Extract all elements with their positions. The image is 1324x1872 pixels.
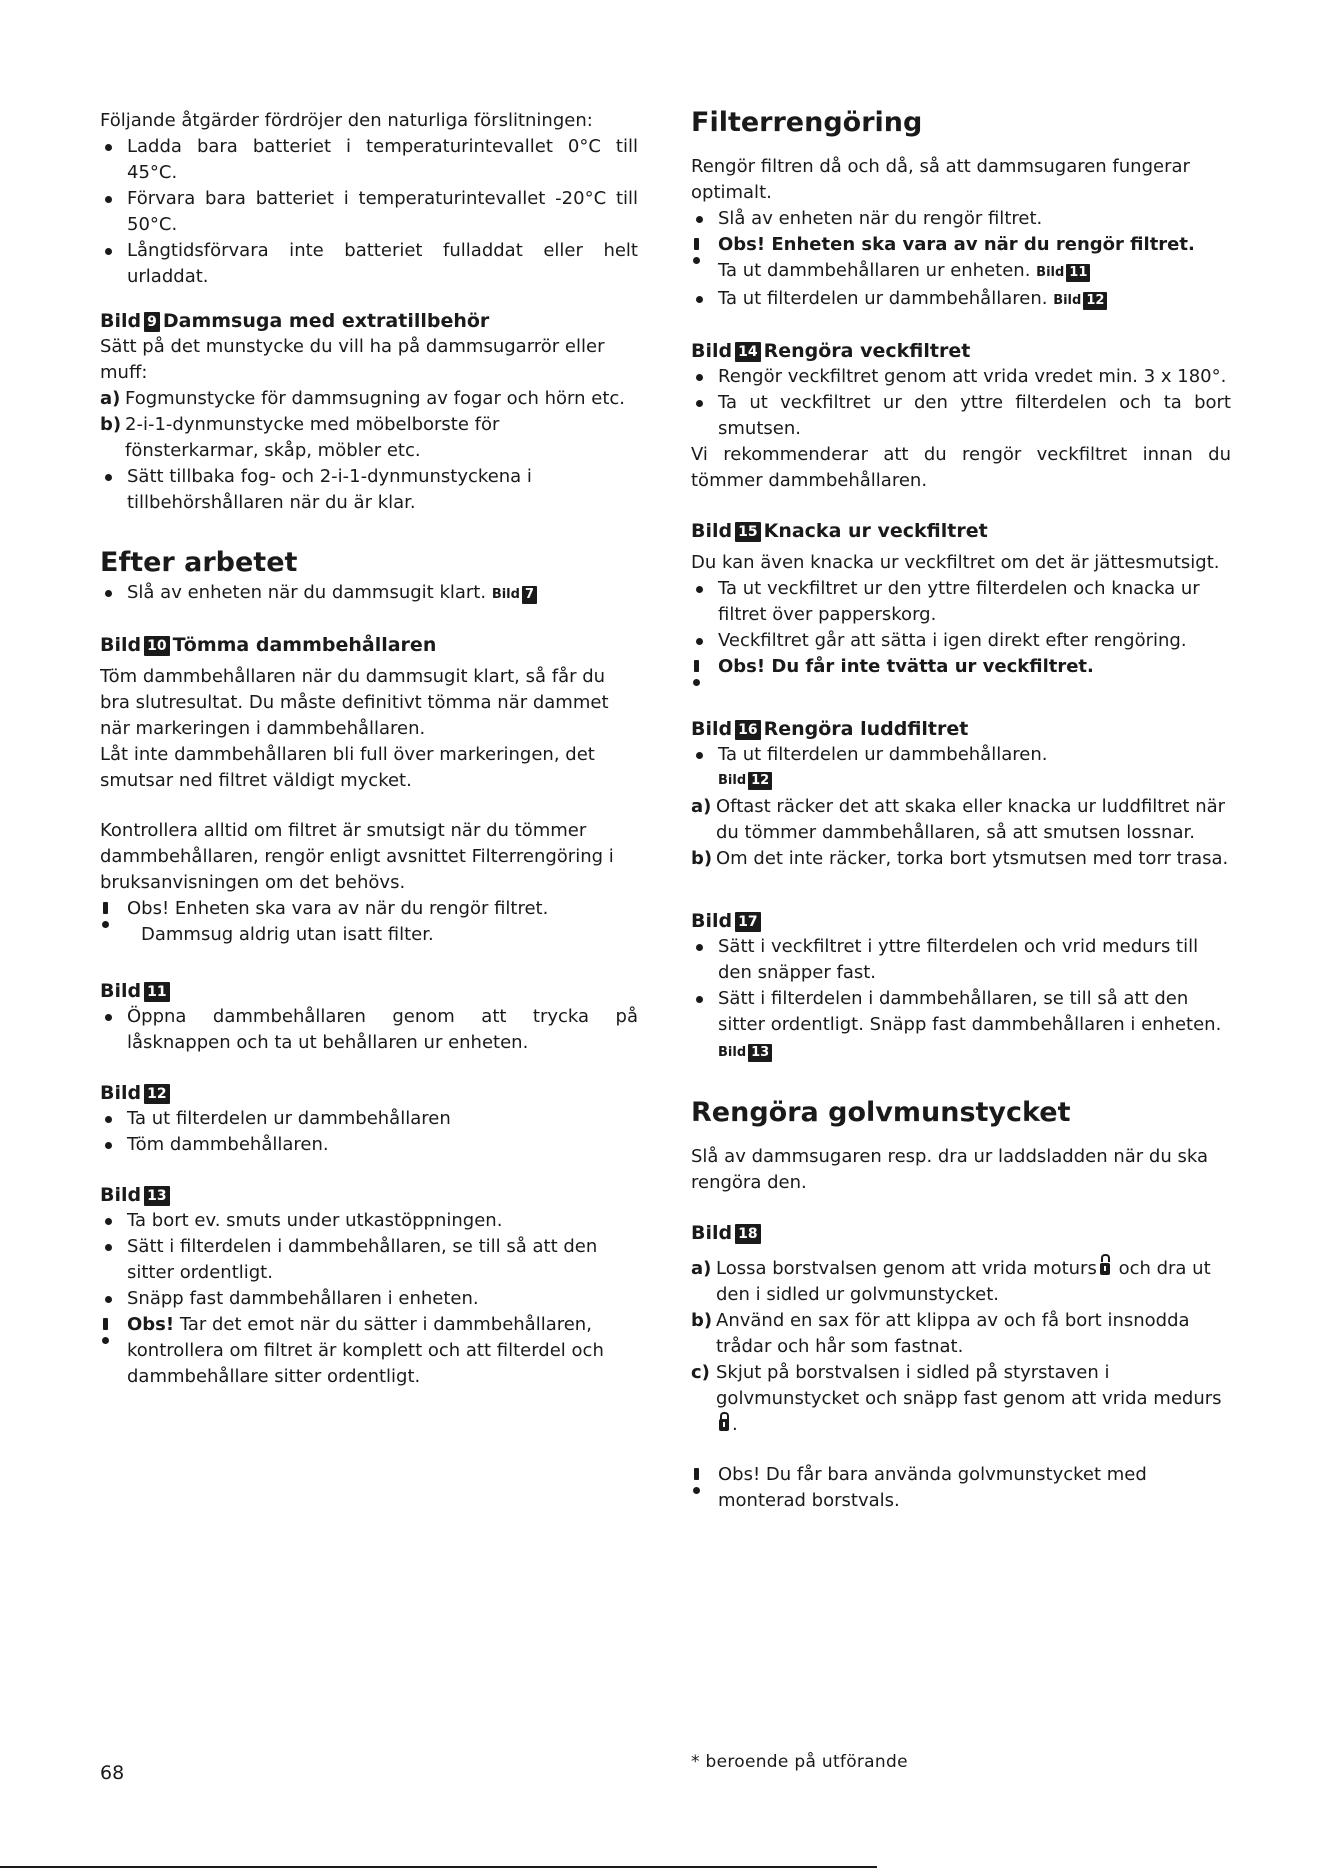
section-title: Knacka ur veckfiltret	[763, 520, 988, 542]
warning-note	[691, 654, 1231, 680]
footnote: * beroende på utförande	[691, 1752, 908, 1772]
intro-text: Följande åtgärder fördröjer den naturliga förslitningen:	[100, 110, 593, 131]
list-letter: a)	[691, 796, 712, 817]
note-line	[718, 258, 1231, 286]
list-item: Förvara bara batteriet i temperaturintevallet -20°C till 50°C.	[100, 186, 638, 238]
bullet-list	[100, 1208, 638, 1312]
paragraph: Slå av dammsugaren resp. dra ur laddsladden när du ska rengöra den.	[691, 1146, 1208, 1193]
left-column	[100, 108, 638, 1390]
list-item: Ta bort ev. smuts under utkastöppningen.	[100, 1208, 638, 1234]
lock-closed-icon	[719, 1419, 729, 1431]
figure-number-badge: 10	[144, 636, 169, 656]
lettered-list	[100, 386, 638, 464]
section-title: Rengöra luddfiltret	[763, 718, 969, 740]
section-heading-efter-arbetet: Efter arbetet	[100, 547, 298, 578]
list-item: Långtidsförvara inte batteriet fulladdat eller helt urladdat.	[100, 238, 638, 290]
bullet-list	[691, 934, 1231, 1066]
list-letter: a)	[100, 388, 121, 409]
section-heading-bild-10	[100, 632, 638, 658]
figure-number-badge: 14	[735, 342, 760, 362]
list-text: Fogmunstycke för dammsugning av fogar och hörn etc.	[125, 388, 625, 409]
note-text: Obs! Du får bara använda golvmunstycket med monterad borstvals.	[718, 1464, 1147, 1511]
warning-exclamation-icon	[103, 902, 108, 922]
bild-label: Bild	[691, 520, 733, 542]
bild-label: Bild	[1053, 293, 1082, 308]
bullet-list	[100, 1106, 638, 1158]
bottom-rule	[0, 1866, 877, 1868]
list-text: Ta ut filterdelen ur dammbehållaren.	[718, 288, 1048, 309]
figure-reference	[492, 587, 540, 602]
bild-label: Bild	[491, 587, 520, 602]
list-item	[691, 1256, 1231, 1308]
section-title: Tömma dammbehållaren	[172, 634, 437, 656]
list-item: Veckfiltret går att sätta i igen direkt efter rengöring.	[691, 628, 1231, 654]
paragraph: Låt inte dammbehållaren bli full över markeringen, det smutsar ned filtret väldigt mycket.	[100, 744, 595, 791]
note-text: Tar det emot när du sätter i dammbehållaren, kontrollera om filtret är komplett och att filterdel och dammbehållare sitter ordentligt.	[127, 1314, 604, 1387]
figure-reference	[718, 1045, 775, 1060]
list-item: Ta ut veckfiltret ur den yttre filterdelen och knacka ur filtret över papperskorg.	[691, 576, 1231, 628]
list-item: Snäpp fast dammbehållaren i enheten.	[100, 1286, 638, 1312]
figure-reference	[1053, 293, 1110, 308]
list-letter: b)	[691, 848, 713, 869]
warning-note	[691, 1462, 1231, 1514]
warning-exclamation-icon	[694, 238, 699, 258]
list-item	[691, 286, 1231, 314]
list-item	[100, 412, 638, 464]
section-heading-bild-18	[691, 1220, 1231, 1246]
list-item	[100, 580, 638, 608]
figure-number-badge: 13	[144, 1186, 169, 1206]
list-text: Om det inte räcker, torka bort ytsmutsen med torr trasa.	[716, 848, 1229, 869]
list-item	[100, 386, 638, 412]
list-item	[691, 846, 1231, 872]
figure-number-badge: 11	[144, 982, 169, 1002]
intro-bullet-list	[100, 134, 638, 290]
list-text: .	[732, 1414, 738, 1435]
warning-exclamation-icon	[103, 1318, 108, 1338]
paragraph: Töm dammbehållaren när du dammsugit klart, så får du bra slutresultat. Du måste definitivt tömma när dammet när markeringen i dammbehållaren.	[100, 666, 609, 739]
paragraph: Rengör filtren då och då, så att dammsugaren fungerar optimalt.	[691, 156, 1190, 203]
warning-exclamation-icon	[694, 660, 699, 680]
figure-number-badge: 16	[735, 720, 760, 740]
section-heading-bild-13	[100, 1182, 638, 1208]
list-item: Slå av enheten när du rengör filtret.	[691, 206, 1231, 232]
section-heading-bild-12	[100, 1080, 638, 1106]
figure-number-badge: 12	[144, 1084, 169, 1104]
bild-label: Bild	[1036, 265, 1065, 280]
list-letter: b)	[691, 1310, 713, 1331]
list-item	[691, 794, 1231, 846]
list-item: Ta ut veckfiltret ur den yttre filterdelen och ta bort smutsen.	[691, 390, 1231, 442]
section-heading-filterrengoring: Filterrengöring	[691, 107, 923, 138]
list-item: Ladda bara batteriet i temperaturintevallet 0°C till 45°C.	[100, 134, 638, 186]
warning-note	[691, 232, 1231, 286]
figure-reference	[718, 768, 1231, 794]
lock-open-icon	[1100, 1263, 1110, 1275]
note-label: Obs!	[127, 1314, 175, 1335]
bullet-list	[691, 206, 1231, 232]
bullet-list	[100, 464, 638, 516]
bullet-list	[691, 286, 1231, 314]
section-title: Rengöra veckfiltret	[763, 340, 971, 362]
list-item	[691, 986, 1231, 1066]
list-text: och dra ut den i sidled ur golvmunstycket.	[716, 1258, 1211, 1305]
paragraph: Kontrollera alltid om filtret är smutsigt när du tömmer dammbehållaren, rengör enligt avsnittet Filterrengöring i bruksanvisningen om det behövs.	[100, 820, 614, 893]
lettered-list	[691, 1256, 1231, 1438]
bullet-list	[691, 364, 1231, 442]
list-item: Sätt i veckfiltret i yttre filterdelen och vrid medurs till den snäpper fast.	[691, 934, 1231, 986]
list-item	[691, 1308, 1231, 1360]
section-heading-bild-17	[691, 908, 1231, 934]
list-text: Använd en sax för att klippa av och få bort insnodda trådar och hår som fastnat.	[716, 1310, 1190, 1357]
warning-note	[100, 896, 638, 948]
list-letter: b)	[100, 414, 122, 435]
note-text: Dammsug aldrig utan isatt filter.	[141, 924, 434, 945]
figure-number-badge: 7	[522, 586, 537, 604]
list-text: Sätt i filterdelen i dammbehållaren, se till så att den sitter ordentligt. Snäpp fast dammbehållaren i enheten.	[718, 988, 1222, 1035]
section-title: Dammsuga med extratillbehör	[162, 310, 490, 332]
list-item: Töm dammbehållaren.	[100, 1132, 638, 1158]
figure-number-badge: 11	[1066, 264, 1090, 282]
figure-reference	[1036, 265, 1093, 280]
figure-number-badge: 12	[1083, 292, 1107, 310]
bild-label: Bild	[100, 310, 142, 332]
list-letter: c)	[691, 1362, 710, 1383]
section-heading-bild-11	[100, 978, 638, 1004]
list-item: Öppna dammbehållaren genom att trycka på låsknappen och ta ut behållaren ur enheten.	[100, 1004, 638, 1056]
bullet-list	[691, 576, 1231, 654]
section-heading-rengora-golvmunstycket: Rengöra golvmunstycket	[691, 1097, 1071, 1128]
list-text: Lossa borstvalsen genom att vrida moturs	[716, 1258, 1097, 1279]
figure-number-badge: 15	[735, 522, 760, 542]
bild-label: Bild	[100, 1184, 142, 1206]
bild-label: Bild	[100, 980, 142, 1002]
paragraph: Vi rekommenderar att du rengör veckfiltret innan du tömmer dammbehållaren.	[691, 444, 1231, 491]
page-number: 68	[100, 1762, 125, 1784]
paragraph: Du kan även knacka ur veckfiltret om det är jättesmutsigt.	[691, 552, 1220, 573]
bullet-list	[100, 580, 638, 608]
bild-label: Bild	[691, 718, 733, 740]
lettered-list	[691, 794, 1231, 872]
bild-label: Bild	[100, 1082, 142, 1104]
list-text: 2-i-1-dynmunstycke med möbelborste för fönsterkarmar, skåp, möbler etc.	[125, 414, 500, 461]
bild-label: Bild	[691, 340, 733, 362]
figure-number-badge: 18	[735, 1224, 760, 1244]
bild-label: Bild	[718, 773, 747, 788]
section-heading-bild-9	[100, 308, 638, 334]
bild-label: Bild	[691, 1222, 733, 1244]
note-text: Obs! Enheten ska vara av när du rengör filtret.	[718, 234, 1195, 255]
warning-note	[100, 1312, 638, 1390]
section-heading-bild-14	[691, 338, 1231, 364]
bild-label: Bild	[718, 1045, 747, 1060]
note-text: Obs! Enheten ska vara av när du rengör filtret.	[127, 898, 549, 919]
bullet-list	[691, 742, 1231, 794]
list-text: Oftast räcker det att skaka eller knacka ur luddfiltret när du tömmer dammbehållaren, så att smutsen lossnar.	[716, 796, 1226, 843]
note-text: Obs! Du får inte tvätta ur veckfiltret.	[718, 656, 1094, 677]
bild-label: Bild	[100, 634, 142, 656]
list-text: Ta ut filterdelen ur dammbehållaren.	[718, 744, 1048, 765]
list-item: Ta ut filterdelen ur dammbehållaren	[100, 1106, 638, 1132]
list-item: Sätt tillbaka fog- och 2-i-1-dynmunstyckena i tillbehörshållaren när du är klar.	[100, 464, 638, 516]
list-item: Sätt i filterdelen i dammbehållaren, se till så att den sitter ordentligt.	[100, 1234, 638, 1286]
note-text: Ta ut dammbehållaren ur enheten.	[718, 260, 1031, 281]
list-item: Rengör veckfiltret genom att vrida vredet min. 3 x 180°.	[691, 364, 1231, 390]
figure-number-badge: 9	[144, 312, 160, 332]
figure-number-badge: 13	[748, 1044, 772, 1062]
figure-number-badge: 12	[748, 772, 772, 790]
bullet-list	[100, 1004, 638, 1056]
list-item	[691, 1360, 1231, 1438]
paragraph: Sätt på det munstycke du vill ha på dammsugarrör eller muff:	[100, 336, 605, 383]
list-letter: a)	[691, 1258, 712, 1279]
list-text: Slå av enheten när du dammsugit klart.	[127, 582, 487, 603]
figure-number-badge: 17	[735, 912, 760, 932]
list-item	[691, 742, 1231, 794]
right-column	[691, 106, 1231, 1514]
warning-exclamation-icon	[694, 1468, 699, 1488]
bild-label: Bild	[691, 910, 733, 932]
list-text: Skjut på borstvalsen i sidled på styrstaven i golvmunstycket och snäpp fast genom att vrida medurs	[716, 1362, 1222, 1409]
section-heading-bild-15	[691, 518, 1231, 544]
section-heading-bild-16	[691, 716, 1231, 742]
